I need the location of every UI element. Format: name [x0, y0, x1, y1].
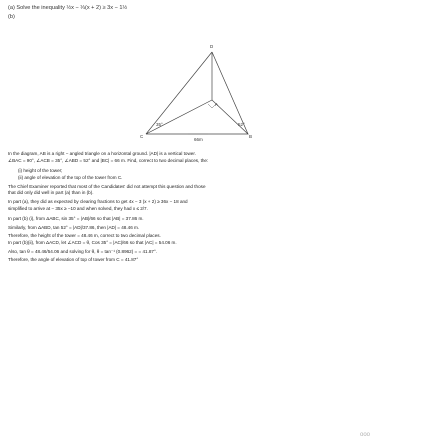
point-d-label: D [210, 44, 214, 49]
point-b-label: B [249, 134, 253, 139]
report-2: that did only did well in part (a) than in (b). [8, 190, 94, 195]
part-a-1: In part (a), they did as expected by clearing fractions to get 4x − 3 (x + 2) ≥ 36x − 18 and [8, 199, 188, 204]
part-b-3: Therefore, the height of the tower = 48.46 m, correct to two decimal places. [8, 233, 161, 238]
part-b-2: Similarly, from ΔABD, tan 52° = |AD|/37.86, then |AD| = 48.46 m. [8, 225, 140, 230]
item-ii: (ii) angle of elevation of the top of the tower from C. [18, 175, 123, 180]
part-b-4: In part (b)(ii), from ΔACD, let ∠ACD = θ, Cos 35° = |AC|/66 so that |AC| = 54.06 m. [8, 240, 177, 245]
part-b-6: Therefore, the angle of elevation of top of tower from C = 41.87° [8, 257, 139, 262]
question-part-a: (a) Solve the inequality ½x − ⅓(x + 2) ≥ 3x − 1½ [8, 5, 128, 11]
part-b-5: Also, tan θ = 48.46/54.06 and solving for θ, θ = tan⁻¹ (0.8962) = = 41.87°. [8, 249, 158, 254]
part-b-1: In part (b) (i), from ΔABC, sin 35° = |AB|/66 so that |AB| = 37.86 m. [8, 216, 144, 221]
report-1: The Chief Examiner reported that most of the Candidates' did not attempt this question and those [8, 184, 206, 189]
part-a-2: simplified to arrive at − 35x ≥ −10 and when solved, they had x ≤ 2/7. [8, 206, 148, 211]
point-a-label: A [215, 102, 219, 107]
angle-c2-label: 52° [238, 122, 245, 127]
watermark-badge: ooo [360, 432, 371, 438]
para-1: In the diagram, AB is a right − angled triangle on a horizontal ground. |AD| is a vertical tower. [8, 151, 196, 156]
point-c-label: C [140, 134, 144, 139]
para-2: ∠BAC = 90°, ∠ACB = 35°, ∠ABD = 52° and |BC| = 66 m. Find, correct to two decimal places, the: [8, 158, 209, 163]
distance-label: 66m [194, 137, 203, 142]
triangle-diagram [138, 34, 258, 154]
question-part-b: (b) [8, 14, 15, 20]
item-i: (i) height of the tower; [18, 168, 63, 173]
ground-triangle [146, 100, 248, 134]
angle-c1-label: 35° [156, 122, 163, 127]
